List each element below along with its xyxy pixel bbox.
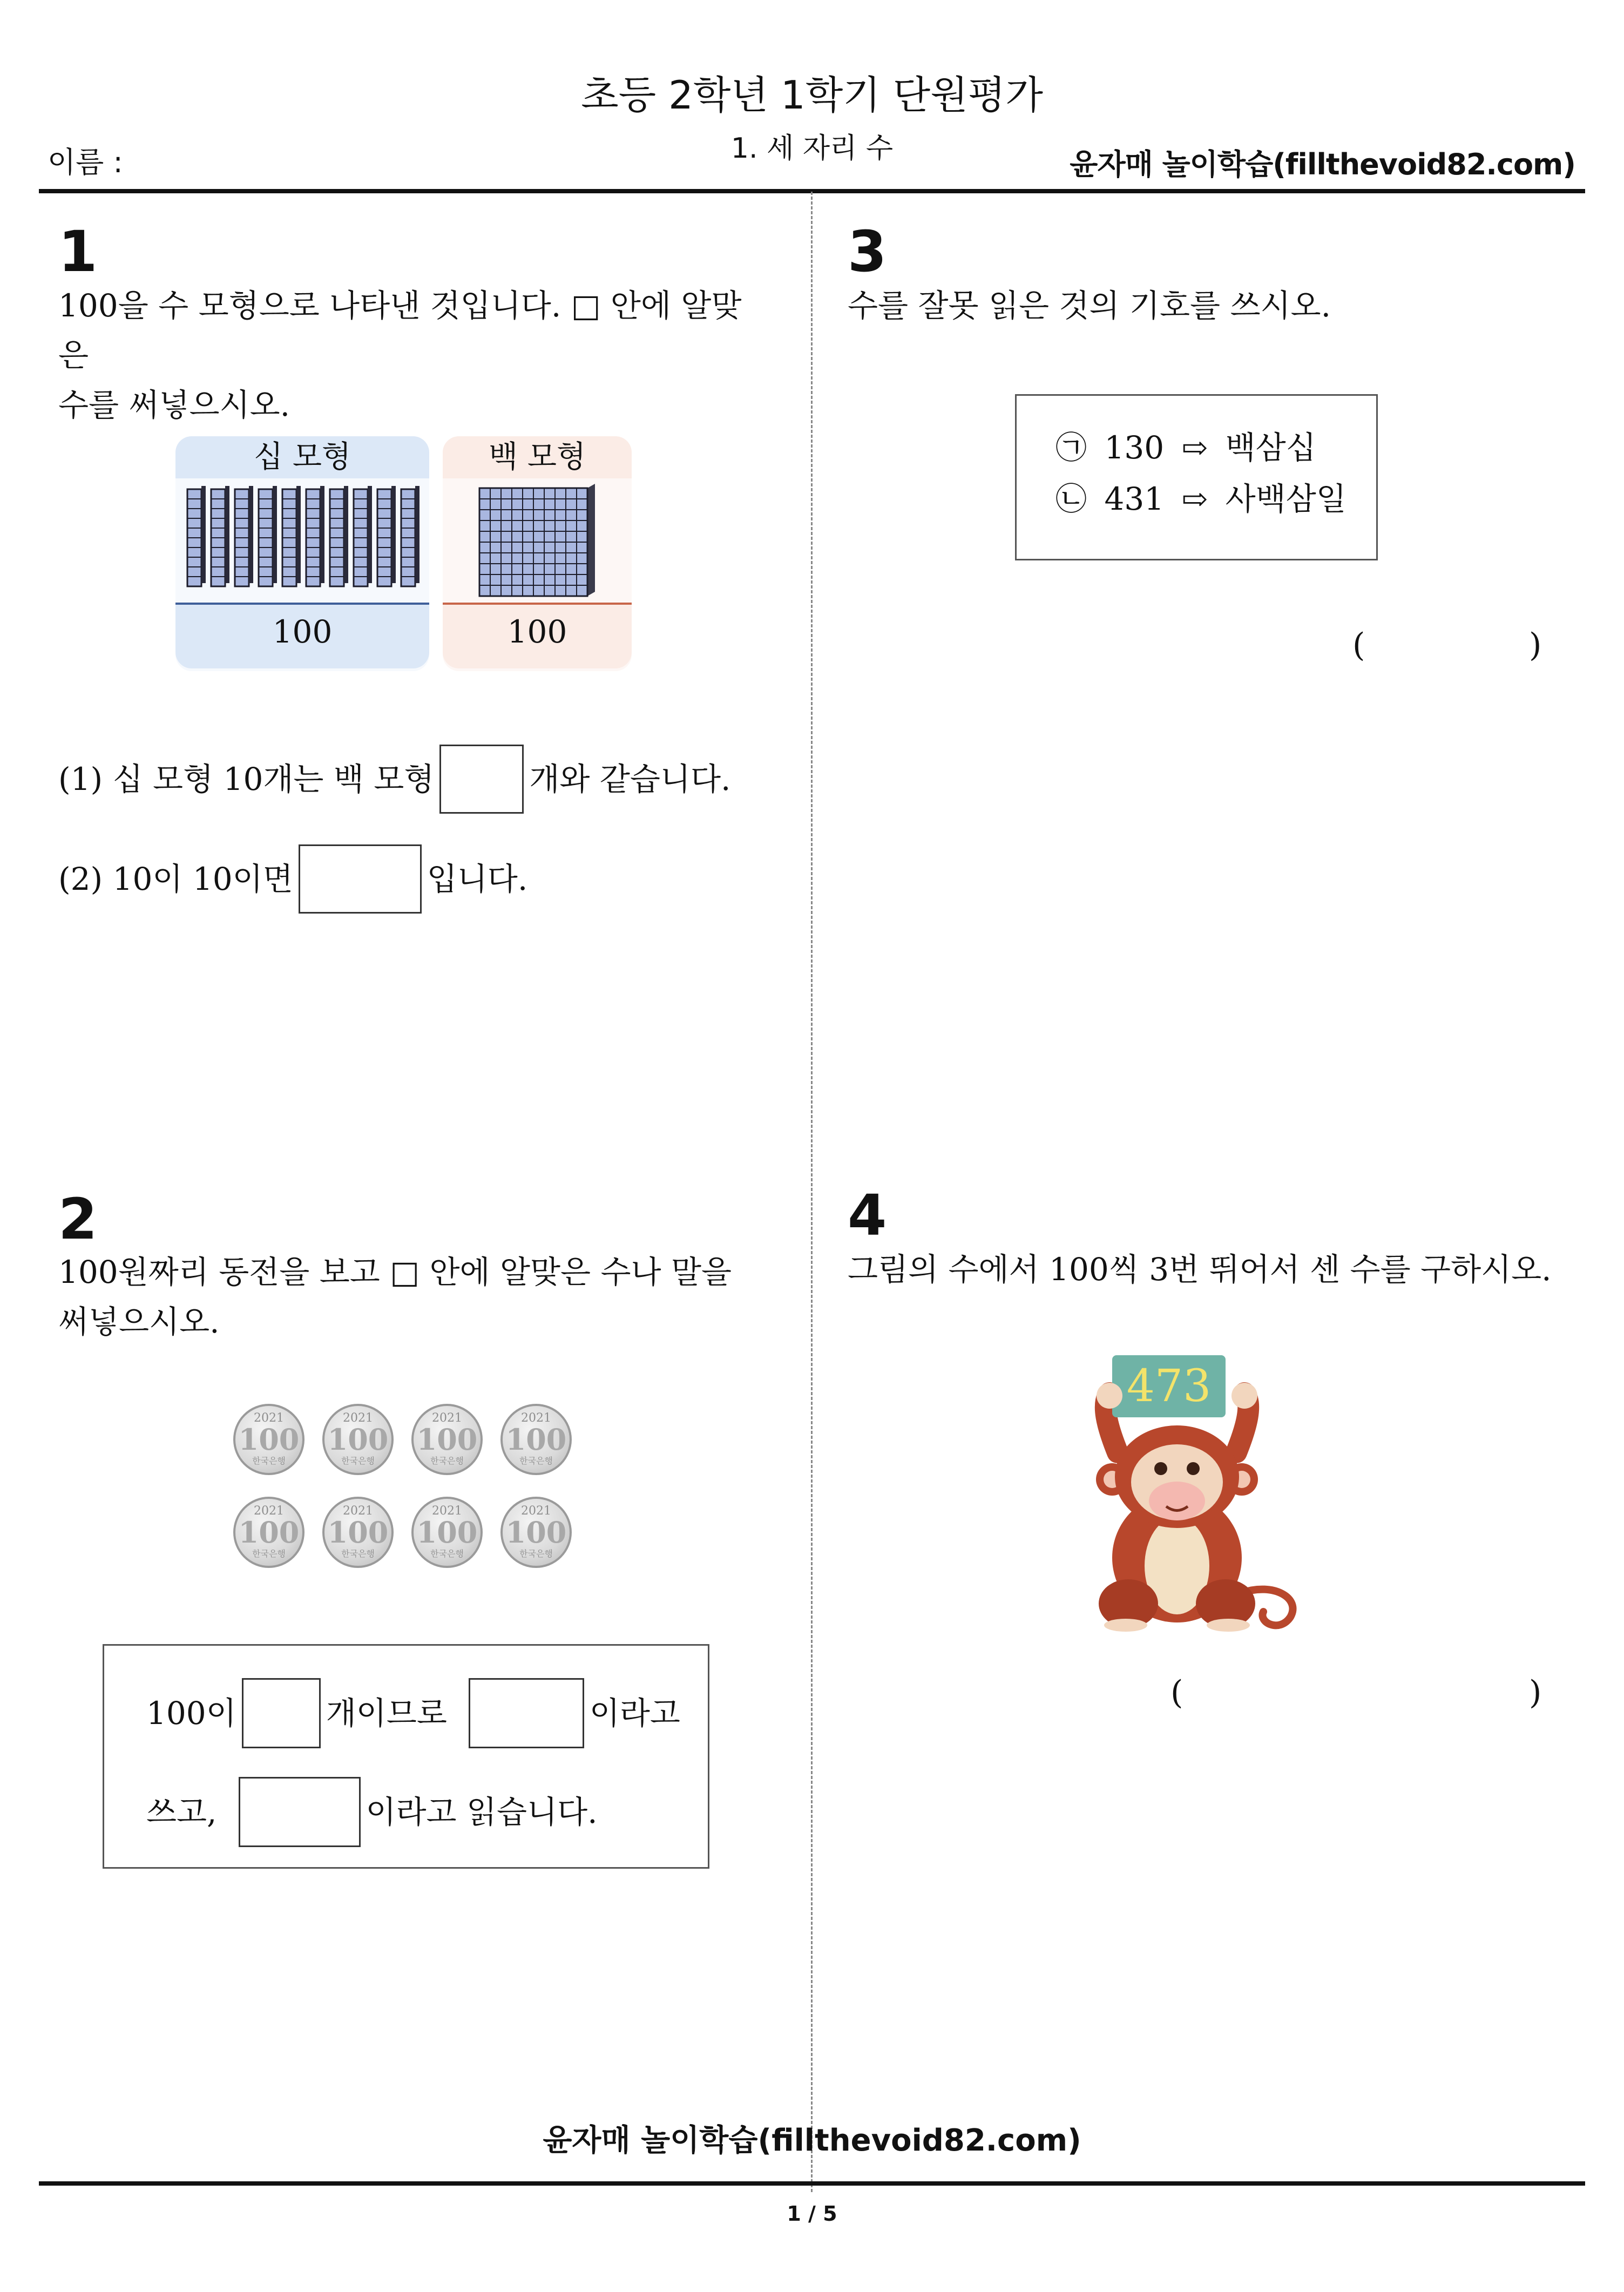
q4-answer-close: ) — [1529, 1674, 1542, 1712]
coin-bank: 한국은행 — [252, 1456, 286, 1466]
arrow-icon: ⇨ — [1181, 481, 1208, 517]
arrow-icon: ⇨ — [1181, 429, 1208, 466]
monkey-right-eye — [1187, 1462, 1200, 1475]
q3-answer-field[interactable] — [1377, 626, 1517, 675]
ten-rod-side — [344, 486, 348, 583]
q4-answer-field[interactable] — [1196, 1674, 1514, 1722]
monkey-right-foot — [1207, 1619, 1250, 1632]
q2-text-line2: 써넣으시오. — [58, 1303, 220, 1340]
coin-100-icon — [233, 1497, 304, 1568]
monkey-left-eye — [1154, 1462, 1167, 1475]
coin-bank: 한국은행 — [341, 1549, 375, 1559]
coin-value: 100 — [238, 1515, 300, 1550]
q4-answer-open: ( — [1170, 1674, 1183, 1712]
hundred-block-value: 100 — [443, 603, 632, 668]
hundred-block-panel — [443, 436, 632, 671]
ten-rod-side — [225, 486, 229, 583]
q3-choice-1-reading: 백삼십 — [1225, 429, 1316, 466]
q1-sub2-suffix: 입니다. — [427, 861, 528, 897]
ten-rod-side — [391, 486, 396, 583]
q3-choice-2-num: 431 — [1104, 481, 1165, 517]
ten-rods-image — [175, 478, 429, 603]
ten-block-label: 십 모형 — [175, 436, 429, 478]
sign-number: 473 — [1126, 1361, 1212, 1412]
page-number: 1 / 5 — [787, 2202, 837, 2226]
coin-100-icon — [322, 1404, 394, 1475]
header-brand: 윤자매 놀이학습(fillthevoid82.com) — [1070, 147, 1575, 181]
q1-sub1-answer-box[interactable] — [439, 745, 524, 814]
page-title: 초등 2학년 1학기 단원평가 — [581, 72, 1043, 118]
coin-bank: 한국은행 — [519, 1456, 553, 1466]
q2-line1 — [146, 1678, 680, 1748]
q3-choice-1-mark: ㉠ — [1055, 429, 1087, 466]
q2-text-c: 이라고 — [589, 1695, 680, 1732]
q4-number: 4 — [848, 1182, 887, 1248]
ten-block-value: 100 — [175, 603, 429, 668]
coin-bank: 한국은행 — [430, 1549, 464, 1559]
coin-value: 100 — [327, 1422, 389, 1457]
coin-year: 2021 — [521, 1411, 551, 1425]
coin-year: 2021 — [432, 1504, 462, 1518]
unit-subtitle: 1. 세 자리 수 — [730, 132, 894, 165]
q3-choice-1-num: 130 — [1104, 429, 1165, 466]
q2-text-line1: 100원짜리 동전을 보고 □ 안에 알맞은 수나 말을 — [58, 1254, 732, 1290]
footer-rule — [39, 2181, 1585, 2186]
coin-value: 100 — [505, 1422, 567, 1457]
ten-rod-side — [320, 486, 324, 583]
q3-choice-2-mark: ㉡ — [1055, 481, 1087, 517]
q4-text: 그림의 수에서 100씩 3번 뛰어서 센 수를 구하시오. — [848, 1251, 1552, 1288]
q1-sub2-prefix: (2) 10이 10이면 — [58, 861, 293, 897]
q1-sub1 — [58, 744, 730, 814]
q3-choices-box — [1015, 394, 1378, 560]
q1-text — [58, 281, 760, 430]
q1-sub2 — [58, 844, 527, 914]
hundred-flat-side — [587, 484, 595, 596]
coin-value: 100 — [327, 1515, 389, 1550]
coin-year: 2021 — [254, 1411, 284, 1425]
monkey-right-hand — [1231, 1383, 1257, 1409]
ten-rod-side — [201, 486, 206, 583]
q3-choice-2 — [1055, 474, 1346, 524]
coin-bank: 한국은행 — [519, 1549, 553, 1559]
q2-text-b: 개이므로 — [326, 1695, 447, 1732]
ten-rod-side — [296, 486, 301, 583]
coin-value: 100 — [416, 1422, 478, 1457]
q1-text-line1: 100을 수 모형으로 나타낸 것입니다. □ 안에 알맞은 — [58, 287, 742, 374]
coin-group — [233, 1404, 579, 1577]
coin-value: 100 — [505, 1515, 567, 1550]
q2-text-e: 이라고 읽습니다. — [366, 1794, 598, 1830]
q1-sub1-suffix: 개와 같습니다. — [529, 761, 731, 797]
q2-text-a: 100이 — [146, 1695, 236, 1732]
q3-choice-1 — [1055, 423, 1316, 472]
coin-year: 2021 — [343, 1504, 373, 1518]
q2-number-box[interactable] — [469, 1678, 584, 1748]
coin-year: 2021 — [432, 1411, 462, 1425]
coin-year: 2021 — [521, 1504, 551, 1518]
q2-text — [58, 1247, 760, 1347]
q1-sub2-answer-box[interactable] — [299, 844, 422, 914]
q1-sub1-prefix: (1) 십 모형 10개는 백 모형 — [58, 761, 435, 797]
coin-value: 100 — [238, 1422, 300, 1457]
hundred-block-label: 백 모형 — [443, 436, 632, 478]
q3-answer-close: ) — [1529, 626, 1542, 664]
coin-value: 100 — [416, 1515, 478, 1550]
coin-year: 2021 — [254, 1504, 284, 1518]
ten-rod-side — [415, 486, 419, 583]
coin-100-icon — [322, 1497, 394, 1568]
coin-100-icon — [411, 1497, 483, 1568]
q3-choice-2-reading: 사백삼일 — [1225, 481, 1346, 517]
ten-rod-side — [368, 486, 372, 583]
coin-100-icon — [500, 1404, 572, 1475]
q2-count-box[interactable] — [242, 1678, 321, 1748]
q3-text: 수를 잘못 읽은 것의 기호를 쓰시오. — [848, 287, 1331, 324]
q2-number: 2 — [58, 1186, 98, 1252]
monkey-muzzle — [1149, 1482, 1205, 1520]
q2-line2 — [146, 1777, 598, 1847]
ten-rod-side — [273, 486, 277, 583]
coin-100-icon — [233, 1404, 304, 1475]
monkey-left-foot — [1104, 1619, 1147, 1632]
ten-block-panel — [175, 436, 429, 671]
q1-number: 1 — [58, 219, 98, 285]
ten-rod-side — [249, 486, 253, 583]
coin-100-icon — [500, 1497, 572, 1568]
q2-answer-box — [103, 1644, 709, 1869]
q3-answer-open: ( — [1352, 626, 1365, 664]
coin-bank: 한국은행 — [341, 1456, 375, 1466]
coin-bank: 한국은행 — [430, 1456, 464, 1466]
hundred-flat-image — [443, 478, 632, 603]
q1-text-line2: 수를 써넣으시오. — [58, 387, 290, 423]
footer-brand: 윤자매 놀이학습(fillthevoid82.com) — [543, 2123, 1081, 2158]
column-divider — [811, 192, 813, 2192]
coin-100-icon — [411, 1404, 483, 1475]
q2-text-d: 쓰고, — [146, 1794, 217, 1830]
coin-year: 2021 — [343, 1411, 373, 1425]
name-label: 이름 : — [48, 145, 123, 179]
q2-reading-box[interactable] — [239, 1777, 361, 1847]
q3-number: 3 — [848, 219, 887, 285]
coin-bank: 한국은행 — [252, 1549, 286, 1559]
